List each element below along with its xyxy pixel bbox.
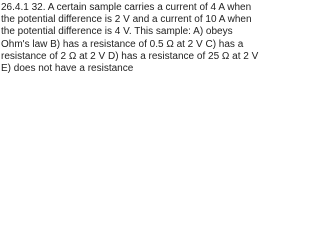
question-text: 26.4.1 32. A certain sample carries a current of 4 A when the potential difference is 2 V and a current of 10 A when the potential difference is 4 V. This sample: A) obeys Ohm's law B) has a resistance of 0.5 Ω at 2 V C) has a resistance of 2 Ω at 2 V D) has a resistance of 25 Ω at 2 V E) does not have a resistance — [1, 2, 259, 75]
document-page — [0, 0, 262, 75]
